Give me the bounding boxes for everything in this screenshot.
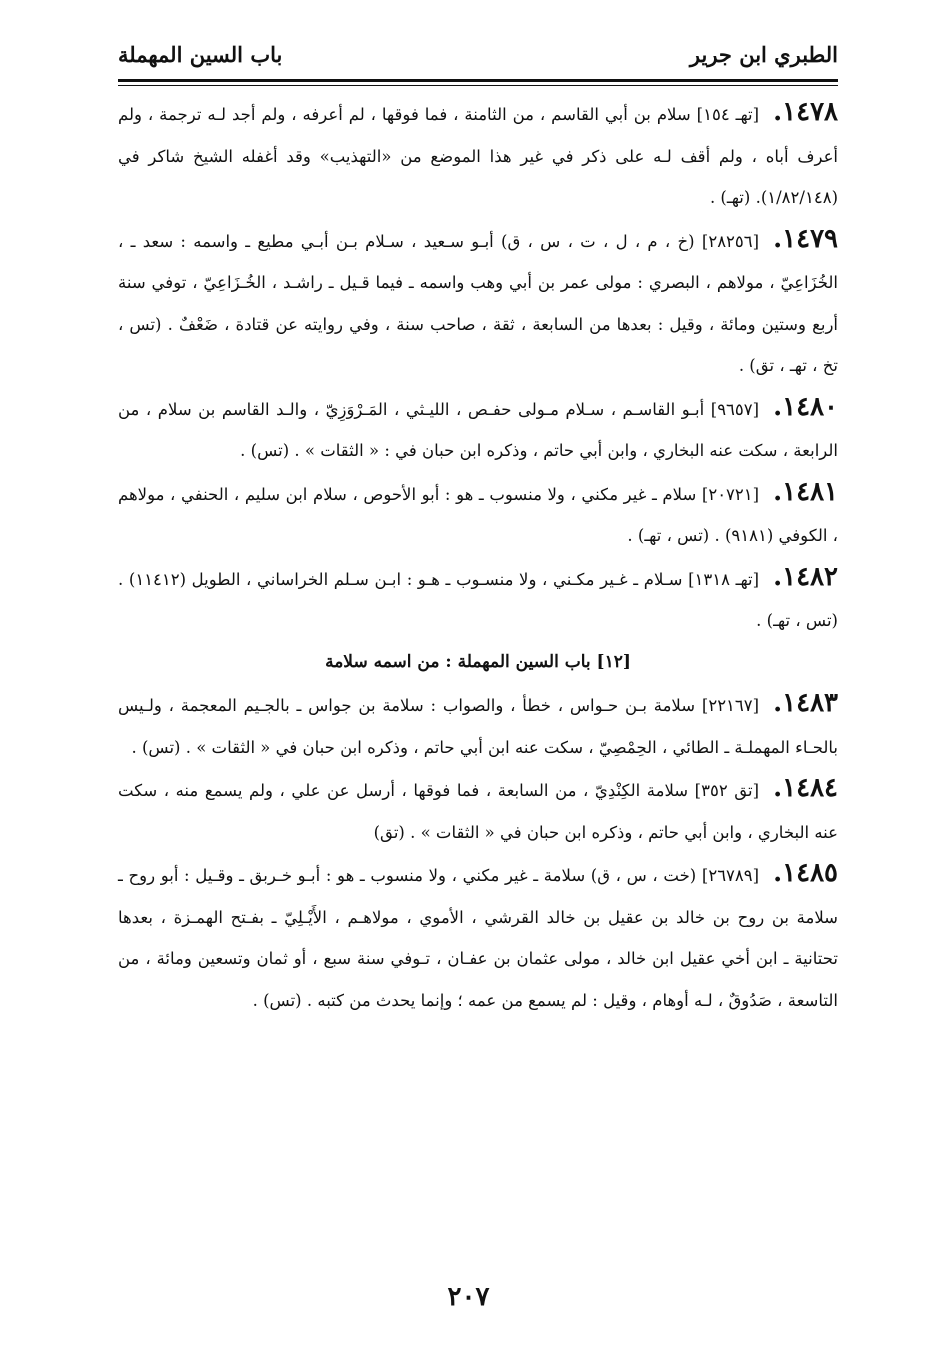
- entry-1480: [118, 387, 838, 472]
- entry-text: [تهـ ١٣١٨] سـلام ـ غـير مكـني ، ولا منسـوب ـ هـو : ابـن سـلم الخراساني ، الطويل (١١٤١٢) . (تس ، تهـ) .: [118, 569, 838, 630]
- entry-1484: [118, 768, 838, 853]
- entry-1485: [118, 853, 838, 1021]
- entry-1482: [118, 557, 838, 642]
- entry-number: ١٤٨٠.: [773, 391, 838, 422]
- section-title: [١٢] باب السين المهملة : من اسمه سلامة: [325, 651, 631, 672]
- entry-1478: [118, 92, 838, 219]
- entry-text: [٢٦٧٨٩] (خت ، س ، ق) سلامة ـ غير مكني ، ولا منسوب ـ هو : أبـو خـربق ـ وقـيل : أبو روح ـ سلامة بن روح بن خالد بن عقيل بن خالد القرشي ، الأموي ، مولاهـم ، الأَيْـلِيّ ـ بفـتح الهمـزة ، بعدها تحتانية ـ ابن أخي عقيل ابن خالد ، مولى عثمان بن عفـان ، تـوفي سنة سبع ، أو ثمان وتسعين ومائة ، من التاسعة ، صَدُوقٌ ، لـه أوهام ، وقيل : لم يسمع من عمه ؛ وإنما يحدث من كتبه . (تس) .: [118, 866, 839, 1010]
- entry-1483: [118, 683, 838, 768]
- page-number: ٢٠٧: [447, 1282, 490, 1312]
- entry-text: [تهـ ١٥٤] سلام بن أبي القاسم ، من الثامنة ، فما فوقها ، لم أعرفه ، ولم أجد لـه ترجمة ، ولم أعرف أباه ، ولم أقف لـه على ذكر في غير هذا الموضع من «التهذيب» وقد أغفله الشيخ شاكر في (١/٨٢/١٤٨). (تهـ) .: [118, 105, 838, 207]
- header-rule: [118, 79, 838, 82]
- entry-1479: [118, 219, 838, 387]
- page-header: [118, 28, 838, 78]
- page-content: [118, 92, 838, 1021]
- header-rule-thin: [118, 85, 838, 86]
- entry-text: [٢٨٢٥٦] (خ ، م ، ل ، ت ، س ، ق) أبـو سـعيد ، سـلام بـن أبـي مطيع ـ واسمه : سعد ـ ، الخُزَاعِيّ ، مولاهم ، البصري : مولى عمر بن أبي وهب واسمه ـ فيما قـيل ـ راشـد ، الخُـزَاعِيّ ، توفي سنة أربع وستين ومائة ، وقيل : بعدها من السابعة ، ثقة ، صاحب سنة ، وفي روايته عن قتادة ، ضَعْفٌ . (تس ، تخ ، تهـ ، تق) .: [118, 231, 838, 375]
- entry-number: ١٤٧٨.: [773, 97, 839, 127]
- entry-text: [٢٠٧٢١] سلام ـ غير مكني ، ولا منسوب ـ هو : أبو الأحوص ، سلام ابن سليم ، الحنفي ، مولاهم ، الكوفي (٩١٨١) . (تس ، تهـ) .: [118, 484, 838, 545]
- header-author-title: الطبري ابن جرير: [689, 42, 838, 67]
- entry-text: [٩٦٥٧] أبـو القاسـم ، سـلام مـولى حفـص ، الليـثي ، المَـرْوَزِيّ ، والـد القاسم بن سلام ، من الرابعة ، سكت عنه البخاري ، وابن أبي حاتم ، وذكره ابن حبان في : « الثقات » . (تس) .: [118, 399, 838, 460]
- header-chapter-title: باب السين المهملة: [118, 42, 283, 67]
- entry-1481: [118, 472, 838, 557]
- entry-number: ١٤٨٤.: [773, 773, 838, 803]
- entry-text: [٢٢١٦٧] سلامة بـن حـواس ، خطأ ، والصواب : سلامة بن جواس ـ بالجـيم المعجمة ، ولـيس بالحـاء المهملـة ـ الطائي ، الحِمْصِيّ ، سكت عنه ابن أبي حاتم ، وذكره ابن حبان في « الثقات » . (تس) .: [118, 696, 838, 757]
- entry-text: [تق ٣٥٢] سلامة الكِنْدِيّ ، من السابعة ، فما فوقها ، أرسل عن علي ، ولم يسمع منه ، سكت عنه البخاري ، وابن أبي حاتم ، وذكره ابن حبان في « الثقات » . (تق): [118, 781, 838, 842]
- entry-number: ١٤٨١.: [773, 476, 838, 507]
- entry-number: ١٤٨٢.: [773, 561, 838, 592]
- entry-number: ١٤٨٥.: [773, 858, 838, 888]
- entry-number: ١٤٨٣.: [773, 688, 838, 718]
- entry-number: ١٤٧٩.: [773, 223, 838, 254]
